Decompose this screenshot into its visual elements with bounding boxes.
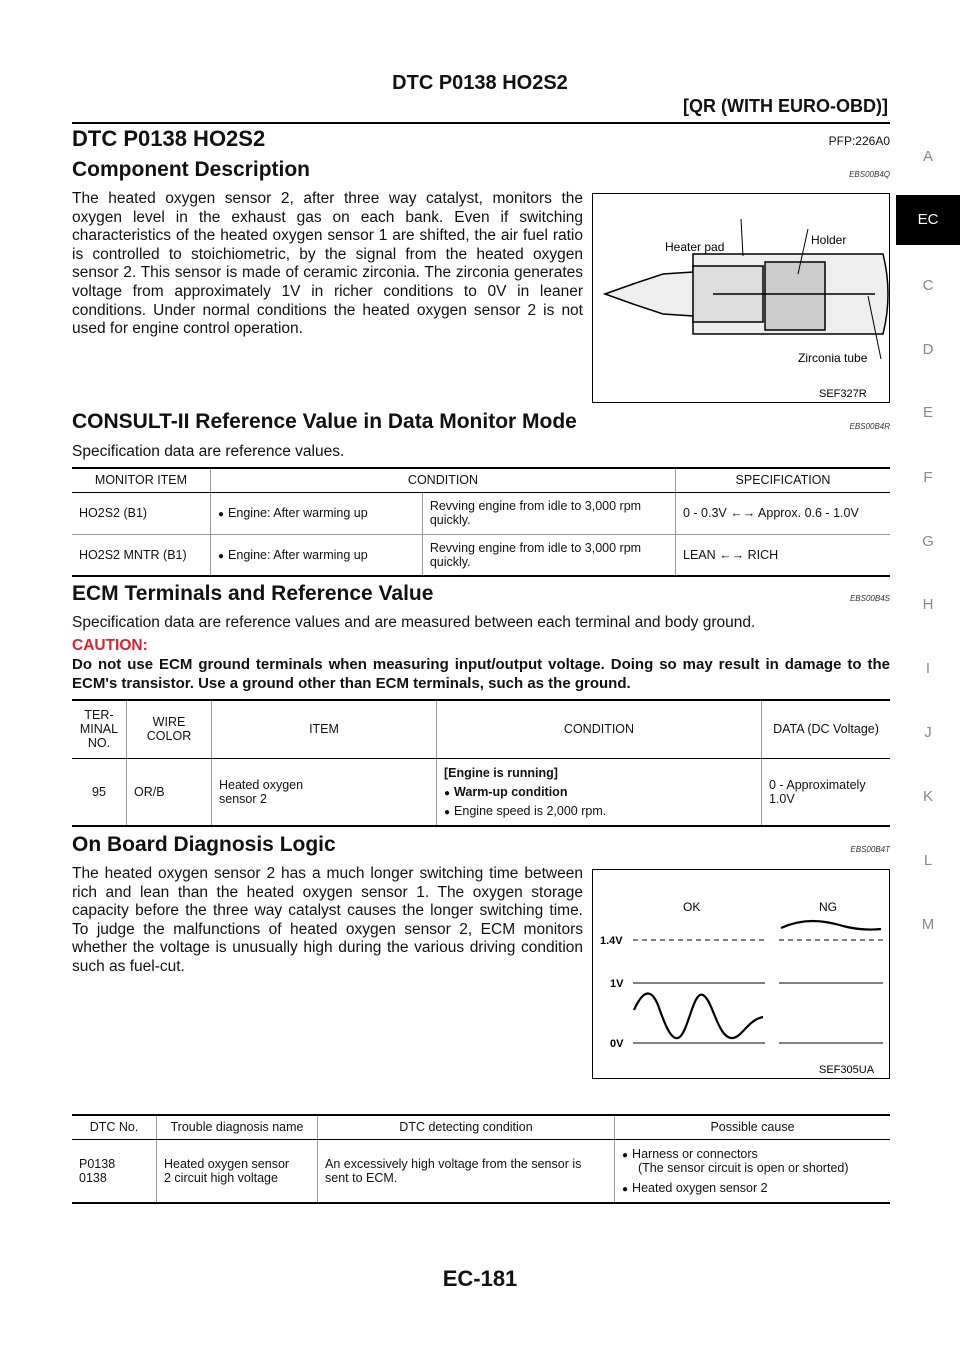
ecm-table [72, 699, 890, 827]
figure-id: SEF327R [819, 388, 867, 400]
tab-g[interactable]: G [922, 533, 934, 550]
sensor-figure [592, 193, 890, 403]
header-title: DTC P0138 HO2S2 [392, 72, 568, 94]
consult-note: Specification data are reference values. [72, 443, 345, 460]
page-number: EC-181 [442, 1266, 518, 1291]
main-title: DTC P0138 HO2S2 [72, 126, 266, 151]
tab-j[interactable]: J [924, 724, 932, 741]
header-subtitle: [QR (WITH EURO-OBD)] [683, 96, 888, 116]
component-heading: Component Description [72, 158, 311, 181]
label-heater-pad: Heater pad [665, 240, 725, 254]
tab-k[interactable]: K [922, 788, 933, 805]
tab-a[interactable]: A [922, 148, 933, 165]
col-header: DATA (DC Voltage) [762, 700, 891, 758]
obd-text: The heated oxygen sensor 2 has a much longer switching time between rich and lean than the heated oxygen sensor 1. The oxygen storage capacity before the three way catalyst causes the longer switching time. To judge the malfunctions of heated oxygen sensor 2, ECM monitors whether the voltage is unusually high during the various driving condition such as fuel-cut. [72, 865, 583, 975]
col-header: CONDITION [211, 468, 676, 492]
pfp-code: PFP:226A0 [828, 134, 890, 148]
col-header: TER-MINAL NO. [72, 700, 127, 758]
dtc-table [72, 1114, 890, 1204]
ok-label: OK [683, 900, 701, 914]
voltage-figure [592, 869, 890, 1079]
component-text: The heated oxygen sensor 2, after three way catalyst, monitors the oxygen level in the exhaust gas on each bank. Even if switching characteristics of the heated oxygen sensor 1 are shifted, the air fuel ratio is controlled to stoichiometric, by the signal from the heated oxygen sensor 2. This sensor is made of ceramic zirconia. The zirconia generates voltage from approximately 1V in richer conditions to 0V in leaner conditions. Under normal conditions the heated oxygen sensor 2 is not used for engine control operation. [72, 190, 583, 338]
table-row: P0138 0138 Heated oxygen sensor 2 circuit high voltage An excessively high voltage from the sensor is sent to ECM. ● Harness or connectors (The sensor circuit is open or shorted) ● Heated oxygen sensor 2 [72, 1139, 890, 1203]
caution-label: CAUTION: [72, 637, 148, 654]
tab-c[interactable]: C [922, 277, 934, 294]
col-header: Trouble diagnosis name [157, 1115, 318, 1139]
tab-l[interactable]: L [923, 852, 933, 869]
tab-h[interactable]: H [922, 596, 934, 613]
table-row: HO2S2 (B1) ● Engine: After warming up Revving engine from idle to 3,000 rpm quickly. 0 - 0.3V ←→ Approx. 0.6 - 1.0V [72, 492, 890, 534]
ecm-code: EBS00B4S [849, 594, 890, 603]
col-header: ITEM [212, 700, 437, 758]
obd-heading: On Board Diagnosis Logic [72, 833, 336, 856]
tab-i[interactable]: I [925, 660, 931, 677]
ng-label: NG [819, 900, 837, 914]
consult-code: EBS00B4R [849, 422, 890, 431]
consult-table [72, 467, 890, 577]
tab-m[interactable]: M [921, 916, 935, 933]
consult-heading: CONSULT-II Reference Value in Data Monitor Mode [72, 410, 577, 433]
component-code: EBS00B4Q [849, 170, 890, 179]
label-1v: 1V [610, 978, 624, 990]
label-zirconia-tube: Zirconia tube [798, 351, 868, 365]
col-header: CONDITION [437, 700, 762, 758]
ecm-heading: ECM Terminals and Reference Value [72, 582, 434, 605]
col-header: DTC detecting condition [318, 1115, 615, 1139]
col-header: DTC No. [72, 1115, 157, 1139]
col-header: Possible cause [615, 1115, 891, 1139]
table-row: HO2S2 MNTR (B1) ● Engine: After warming up Revving engine from idle to 3,000 rpm quickly. LEAN ←→ RICH [72, 534, 890, 576]
table-row: 95 OR/B Heated oxygen sensor 2 [Engine is running] ● Warm-up condition ● Engine speed is 2,000 rpm. 0 - Approximately 1.0V [72, 758, 890, 826]
col-header: WIRE COLOR [127, 700, 212, 758]
label-1-4v: 1.4V [600, 935, 623, 947]
label-holder: Holder [811, 233, 847, 247]
col-header: MONITOR ITEM [72, 468, 211, 492]
tab-e[interactable]: E [922, 404, 933, 421]
tab-f[interactable]: F [923, 469, 933, 486]
caution-text: Do not use ECM ground terminals when measuring input/output voltage. Doing so may result in damage to the ECM's transistor. Use a ground other than ECM terminals, such as the ground. [72, 656, 890, 692]
header-rule [72, 122, 890, 124]
figure-id: SEF305UA [819, 1064, 875, 1076]
tab-d[interactable]: D [922, 341, 934, 358]
label-0v: 0V [610, 1038, 624, 1050]
ecm-note: Specification data are reference values and are measured between each terminal and body ground. [72, 614, 756, 631]
obd-code: EBS00B4T [850, 845, 890, 854]
col-header: SPECIFICATION [676, 468, 891, 492]
tab-ec[interactable]: EC [896, 195, 960, 245]
